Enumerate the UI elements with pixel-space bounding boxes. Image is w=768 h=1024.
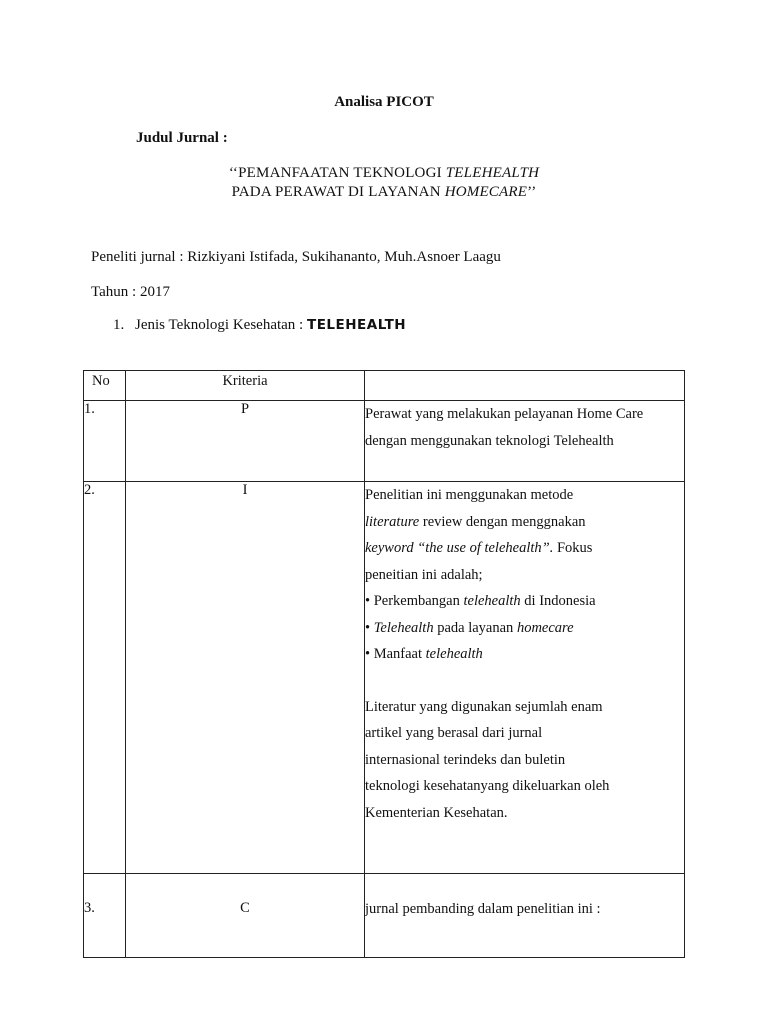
row-i-para2-line-1: Literatur yang digunakan sejumlah enam — [365, 698, 603, 715]
row-i-line-4: peneitian ini adalah; — [365, 566, 483, 583]
row-i-para2-line-4: teknologi kesehatanyang dikeluarkan oleh — [365, 778, 610, 794]
journal-title-line-1 — [0, 164, 768, 183]
row-i-bullet-2-italic: Telehealth — [373, 619, 434, 636]
journal-title-line-2-text: PADA PERAWAT DI LAYANAN — [231, 184, 445, 200]
header-description — [365, 371, 685, 401]
row-i-line-1: Penelitian ini menggunakan metode — [365, 487, 574, 503]
row-p-line-1: Perawat yang melakukan pelayanan Home Care — [365, 406, 644, 422]
row-i-bullet-1-italic: telehealth — [463, 593, 521, 609]
row-i-bullet-1-suffix: di Indonesia — [520, 593, 596, 609]
row-i-bullet-2-prefix: • — [365, 619, 374, 636]
row-i-bullet-3-italic: telehealth — [425, 646, 483, 662]
row-i-bullet-1-prefix: • Perkembangan — [365, 593, 464, 609]
row-p-criteria: P — [126, 401, 365, 482]
row-p-description — [365, 401, 685, 482]
row-i-bullet-2 — [365, 615, 684, 642]
row-i-line-3-italic: keyword “the use of telehealth”. — [365, 540, 554, 556]
journal-title-line-2 — [0, 183, 768, 202]
table-header-row — [84, 371, 685, 401]
row-i-para2-line-5: Kementerian Kesehatan. — [365, 804, 508, 821]
journal-title-closing-quote: ’’ — [527, 184, 537, 200]
technology-type-item — [113, 317, 406, 334]
row-p-number: 1. — [84, 401, 126, 482]
row-i-bullet-2-mid: pada layanan — [433, 619, 517, 636]
row-i-number: 2. — [84, 482, 126, 874]
journal-title-line-2-italic: HOMECARE — [444, 184, 528, 200]
paragraph-gap — [365, 668, 684, 694]
year-line: Tahun : 2017 — [91, 284, 170, 300]
list-number: 1. — [113, 317, 125, 333]
picot-table — [83, 370, 685, 958]
row-i-bullet-1 — [365, 588, 684, 615]
row-c-description — [365, 874, 685, 958]
row-c-criteria: C — [126, 874, 365, 958]
technology-type-label: Jenis Teknologi Kesehatan : — [135, 317, 307, 333]
researcher-line: Peneliti jurnal : Rizkiyani Istifada, Sukihananto, Muh.Asnoer Laagu — [91, 249, 501, 265]
header-no: No — [84, 371, 126, 401]
row-i-line-3-text: Fokus — [553, 540, 593, 556]
row-i-line-2-text: review dengan menggnakan — [419, 513, 586, 530]
row-i-description — [365, 482, 685, 874]
row-i-line-3 — [365, 535, 684, 562]
row-c-line-1: jurnal pembanding dalam penelitian ini : — [365, 901, 601, 917]
journal-title-line-1-text: ‘‘PEMANFAATAN TEKNOLOGI — [228, 165, 446, 181]
row-i-para2-line-3: internasional terindeks dan buletin — [365, 751, 566, 768]
row-i-line-2 — [365, 509, 684, 536]
technology-type-value: TELEHEALTH — [306, 317, 407, 333]
header-kriteria: Kriteria — [126, 371, 365, 401]
row-i-para2-line-2: artikel yang berasal dari jurnal — [365, 725, 543, 741]
table-row-i — [84, 482, 685, 874]
journal-title-label: Judul Jurnal : — [136, 130, 228, 146]
row-i-criteria: I — [126, 482, 365, 874]
table-row-p — [84, 401, 685, 482]
journal-title — [0, 164, 768, 202]
row-i-bullet-3 — [365, 641, 684, 668]
row-c-number: 3. — [84, 874, 126, 958]
row-i-bullet-2-italic-2: homecare — [516, 619, 574, 636]
journal-title-line-1-italic: TELEHEALTH — [445, 165, 540, 181]
page-title: Analisa PICOT — [334, 94, 434, 110]
table-row-c — [84, 874, 685, 958]
row-i-line-2-italic: literature — [365, 513, 420, 530]
row-p-line-2: dengan menggunakan teknologi Telehealth — [365, 432, 614, 449]
row-i-bullet-3-prefix: • Manfaat — [365, 646, 426, 662]
